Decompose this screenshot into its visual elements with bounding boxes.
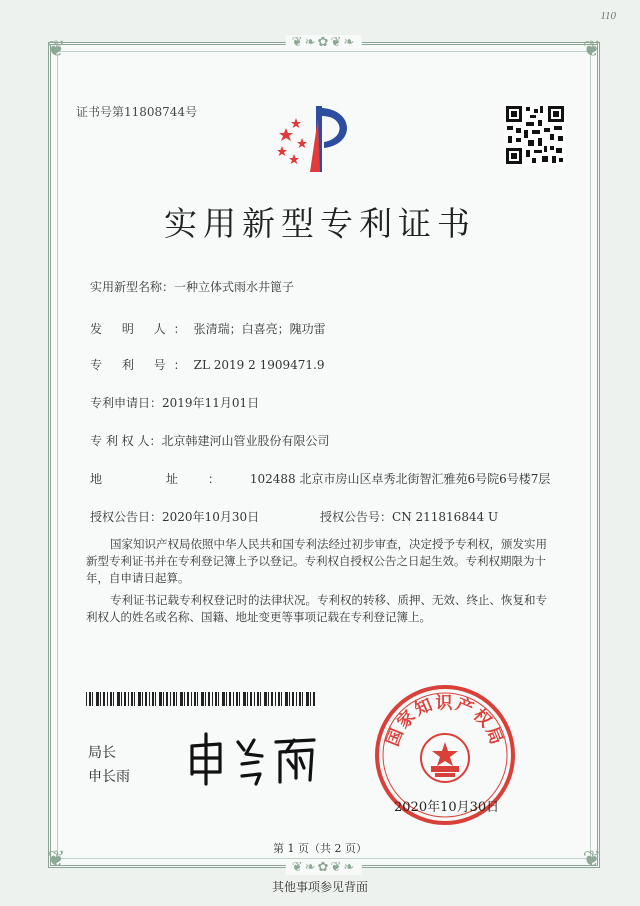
field-label: 实用新型名称：: [90, 280, 175, 294]
barcode-icon: [86, 692, 318, 706]
field-inventor: [90, 320, 326, 337]
frame-ornament-icon: ❦: [47, 847, 66, 872]
field-label: 授权公告日：: [90, 510, 163, 524]
field-patentee: [90, 432, 329, 449]
field-value: 张清瑞；白喜亮；隗功雷: [193, 322, 326, 336]
field-filing-date: [90, 394, 259, 411]
field-utility-model-name: [90, 278, 294, 295]
officer-title: 局长: [88, 745, 116, 761]
field-grant-number: [320, 508, 498, 525]
field-value: 北京韩建河山管业股份有限公司: [161, 434, 330, 448]
certificate-title: 实用新型专利证书: [164, 204, 476, 243]
field-label: 专利申请日：: [90, 396, 163, 410]
field-label: 地 址：: [90, 472, 250, 486]
cnipa-emblem-icon: [272, 98, 362, 178]
field-value: ZL 2019 2 1909471.9: [193, 358, 325, 372]
frame-ornament-icon: ❦: [47, 37, 66, 62]
signature-icon: [182, 728, 322, 788]
officer-name: 申长雨: [88, 769, 130, 785]
frame-ornament-icon: ❦: [582, 847, 601, 872]
field-value: 2019年11月01日: [162, 396, 260, 410]
frame-ornament-icon: ❦❧✿❦❧: [286, 35, 362, 50]
frame-ornament-icon: ❦: [582, 37, 601, 62]
field-value: CN 211816844 U: [392, 510, 499, 524]
footer-note: 其他事项参见背面: [271, 880, 368, 894]
frame-ornament-icon: ❦❧✿❦❧: [286, 860, 362, 875]
field-label: 专 利 权 人：: [90, 434, 162, 448]
qr-code-icon: [504, 104, 566, 166]
certificate-number: 证书号第11808744号: [76, 105, 198, 119]
field-label: 发 明 人：: [90, 322, 194, 336]
field-grant-date: [90, 508, 259, 525]
seal-date: 2020年10月30日: [394, 800, 500, 815]
seal-text: 国家知识产权局: [382, 693, 508, 750]
field-value: 102488 北京市房山区卓秀北街智汇雅苑6号院6号楼7层: [249, 472, 551, 486]
field-address: [90, 470, 550, 487]
page-count: 第 1 页（共 2 页）: [273, 842, 367, 855]
field-label: 授权公告号：: [320, 510, 393, 524]
field-value: 一种立体式雨水井篦子: [174, 280, 295, 294]
legal-paragraph-1: 国家知识产权局依照中华人民共和国专利法经过初步审查，决定授予专利权，颁发实用新型专利证书并在专利登记簿上予以登记。专利权自授权公告之日起生效。专利权期限为十年，自申请日起算。: [86, 537, 547, 585]
field-label: 专 利 号：: [90, 358, 194, 372]
page-mark: 110: [600, 10, 616, 22]
field-value: 2020年10月30日: [162, 510, 260, 524]
legal-paragraph-2: 专利证书记载专利权登记时的法律状况。专利权的转移、质押、无效、终止、恢复和专利权人的姓名或名称、国籍、地址变更等事项记载在专利登记簿上。: [86, 593, 547, 624]
field-patent-number: [90, 356, 324, 373]
